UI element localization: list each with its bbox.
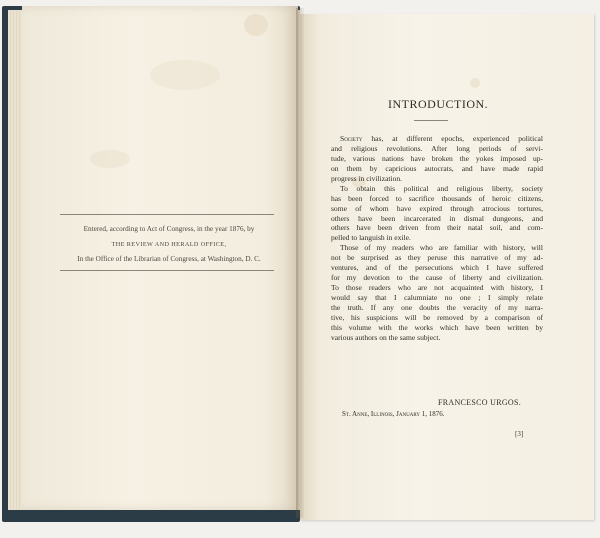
text-line: Those of my readers who are familiar with history, will [340,243,543,253]
copyright-line: In the Office of the Librarian of Congress, at Washington, D. C. [77,255,261,263]
text-line: for my devotion to the cause of liberty and civilization. [331,273,543,283]
copyright-notice [58,222,280,267]
copyright-publisher: THE REVIEW AND HERALD OFFICE, [111,241,227,248]
text-line: others have been driven from their natal soil, and com- [331,223,543,233]
book-gutter [296,8,304,518]
lead-word: Society [340,134,363,143]
text-line: To those readers who are not acquainted with history, I [331,283,543,293]
title-rule [414,120,448,121]
text-line: others have been incarcerated in dismal dungeons, and [331,213,543,223]
text-line: ventures, and of the persecutions which I have suffered [331,263,543,273]
foxing-stain [470,78,480,88]
text-line: tive, his suspicions will be removed by a comparison of [331,312,543,322]
dateline: St. Anne, Illinois, January 1, 1876. [342,410,445,418]
copyright-rule-bottom [60,270,274,271]
text-line: and religious revolutions. After long periods of servi- [331,143,543,153]
text-line: pelled to languish in exile. [331,233,411,243]
foxing-stain [150,60,220,90]
text-line: progress in civilization. [331,173,403,183]
text-line: would say that I calumniate no one ; I simply relate [331,293,543,302]
text-line: various authors on the same subject. [331,332,441,342]
text-line: To obtain this political and religious liberty, society [340,183,543,193]
text-line: Society has, at different epochs, experienced political [340,134,543,143]
text-line: on them by capricious autocrats, and have made rapid [331,163,543,173]
text-line: not be surprised as they peruse this narrative of my ad- [331,253,543,263]
text-line: the truth. If any one doubts the veracity of my narra- [331,302,543,312]
introduction-body [331,134,543,343]
text-line: this volume with the works which have been written by [331,322,543,332]
author-signature: FRANCESCO URGOS. [438,398,522,407]
page-number: [3] [515,430,524,438]
text-line: has been forced to sacrifice thousands of heroic citizens, [331,193,543,203]
text-line: some of whom have expired through atrocious tortures, [331,203,543,213]
copyright-rule-top [60,214,274,215]
foxing-stain [244,14,268,36]
foxing-stain [90,150,130,168]
text-line: tude, various nations have broken the yokes imposed up- [331,153,543,163]
copyright-line: Entered, according to Act of Congress, in the year 1876, by [83,225,255,233]
chapter-title: INTRODUCTION. [388,97,489,111]
